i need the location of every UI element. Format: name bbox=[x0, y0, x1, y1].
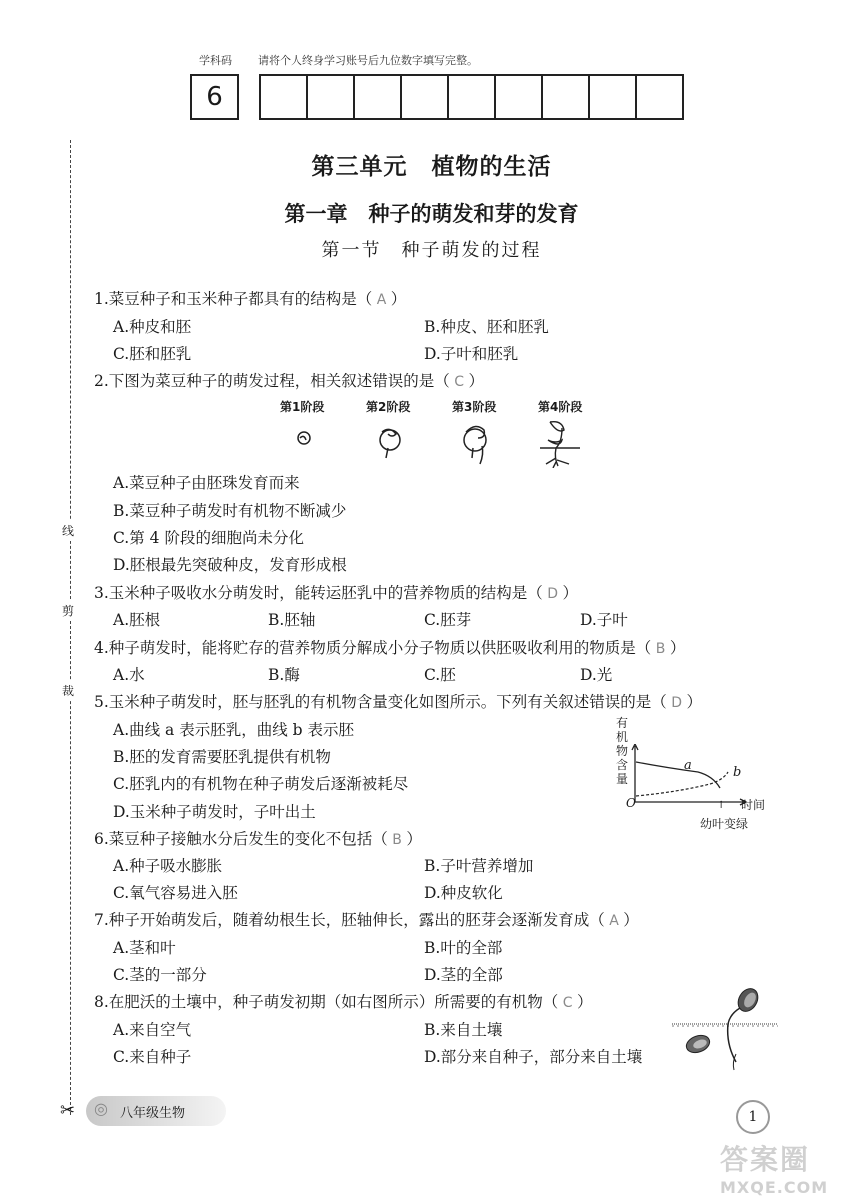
germination-stages-figure bbox=[270, 418, 600, 468]
option: A.种皮和胚 bbox=[113, 318, 192, 336]
answer-mark: B bbox=[392, 832, 402, 848]
option: C.胚 bbox=[424, 666, 456, 684]
curve-b bbox=[636, 772, 728, 796]
option: D.光 bbox=[580, 666, 613, 684]
stage-4-seedling-icon bbox=[540, 422, 580, 468]
answer-mark: D bbox=[671, 695, 683, 711]
option: B.来自土壤 bbox=[424, 1021, 503, 1039]
question-4: 4.种子萌发时，能将贮存的营养物质分解成小分子物质以供胚吸收利用的物质是（ B ） bbox=[94, 639, 686, 657]
account-digit-box[interactable] bbox=[635, 74, 684, 120]
option: B.胚的发育需要胚乳提供有机物 bbox=[113, 748, 331, 766]
stage-1-seed-icon bbox=[298, 432, 310, 444]
up-arrow-icon: ↑ bbox=[717, 800, 726, 811]
cut-word: 剪 bbox=[62, 600, 74, 621]
question-1: 1.菜豆种子和玉米种子都具有的结构是（ A ） bbox=[94, 290, 407, 308]
graph-marker-label: 幼叶变绿 bbox=[700, 817, 749, 831]
watermark: 答案圈 MXQE.COM bbox=[720, 1143, 829, 1197]
option: D.部分来自种子，部分来自土壤 bbox=[424, 1048, 643, 1066]
unit-title: 第三单元 植物的生活 bbox=[311, 154, 552, 180]
answer-mark: D bbox=[547, 586, 559, 602]
option: C.第 4 阶段的细胞尚未分化 bbox=[113, 529, 304, 547]
option: D.子叶 bbox=[580, 611, 628, 629]
cut-word: 线 bbox=[62, 520, 74, 541]
chapter-title: 第一章 种子的萌发和芽的发育 bbox=[284, 202, 579, 226]
option: B.种皮、胚和胚乳 bbox=[424, 318, 549, 336]
curve-a-label: a bbox=[684, 758, 692, 773]
section-title: 第一节 种子萌发的过程 bbox=[321, 240, 542, 261]
footer-book-title: 八年级生物 bbox=[120, 1106, 186, 1121]
option: C.茎的一部分 bbox=[113, 966, 207, 984]
option: C.胚乳内的有机物在种子萌发后逐渐被耗尽 bbox=[113, 775, 409, 793]
question-stem: 2.下图为菜豆种子的萌发过程，相关叙述错误的是（ bbox=[94, 372, 450, 390]
scissors-icon: ✂ bbox=[60, 1100, 76, 1121]
question-3: 3.玉米种子吸收水分萌发时，能转运胚乳中的营养物质的结构是（ D ） bbox=[94, 584, 578, 602]
curve-b-label: b bbox=[733, 765, 742, 780]
question-stem: 6.菜豆种子接触水分后发生的变化不包括（ bbox=[94, 830, 388, 848]
stage-label: 第2阶段 bbox=[366, 400, 411, 414]
option: A.胚根 bbox=[113, 611, 161, 629]
answer-mark: B bbox=[655, 641, 666, 657]
question-7: 7.种子开始萌发后，随着幼根生长，胚轴伸长，露出的胚芽会逐渐发育成（ A ） bbox=[94, 911, 639, 929]
answer-mark: C bbox=[562, 995, 573, 1011]
page-number: 1 bbox=[736, 1100, 770, 1134]
account-digit-box[interactable] bbox=[400, 74, 449, 120]
option: D.胚根最先突破种皮，发育形成根 bbox=[113, 556, 347, 574]
option: C.氧气容易进入胚 bbox=[113, 884, 238, 902]
question-stem: 8.在肥沃的土壤中，种子萌发初期（如右图所示）所需要的有机物（ bbox=[94, 993, 559, 1011]
option: C.胚和胚乳 bbox=[113, 345, 192, 363]
answer-mark: A bbox=[609, 913, 619, 929]
account-digit-box[interactable] bbox=[353, 74, 402, 120]
account-instruction: 请将个人终身学习账号后九位数字填写完整。 bbox=[258, 54, 478, 67]
seedling-in-soil-figure bbox=[670, 984, 780, 1076]
account-digit-box[interactable] bbox=[306, 74, 355, 120]
cut-line bbox=[70, 140, 71, 1115]
stage-label: 第3阶段 bbox=[452, 400, 497, 414]
subject-code-box: 6 bbox=[190, 74, 239, 120]
option: A.茎和叶 bbox=[113, 939, 176, 957]
question-stem: 3.玉米种子吸收水分萌发时，能转运胚乳中的营养物质的结构是（ bbox=[94, 584, 543, 602]
option: D.种皮软化 bbox=[424, 884, 503, 902]
account-digit-box[interactable] bbox=[259, 74, 308, 120]
option: A.水 bbox=[113, 666, 145, 684]
cut-word: 裁 bbox=[62, 680, 74, 701]
question-6: 6.菜豆种子接触水分后发生的变化不包括（ B ） bbox=[94, 830, 422, 848]
option: A.来自空气 bbox=[113, 1021, 192, 1039]
account-digit-box[interactable] bbox=[541, 74, 590, 120]
option: B.酶 bbox=[268, 666, 300, 684]
graph-xlabel: 时间 bbox=[741, 798, 766, 812]
graph-origin: O bbox=[626, 796, 636, 810]
account-digit-box[interactable] bbox=[588, 74, 637, 120]
question-stem: 1.菜豆种子和玉米种子都具有的结构是（ bbox=[94, 290, 373, 308]
stage-label: 第1阶段 bbox=[280, 400, 325, 414]
account-digit-box[interactable] bbox=[494, 74, 543, 120]
subject-code-label: 学科码 bbox=[199, 54, 232, 67]
answer-mark: A bbox=[376, 292, 387, 308]
organic-matter-graph bbox=[628, 744, 748, 806]
code-boxes bbox=[190, 74, 682, 118]
account-digit-box[interactable] bbox=[447, 74, 496, 120]
option: D.玉米种子萌发时，子叶出土 bbox=[113, 803, 316, 821]
option: B.子叶营养增加 bbox=[424, 857, 534, 875]
question-5: 5.玉米种子萌发时，胚与胚乳的有机物含量变化如图所示。下列有关叙述错误的是（ D ） bbox=[94, 693, 702, 711]
graph-ylabel: 有 机 物 含 量 bbox=[615, 716, 628, 786]
question-8: 8.在肥沃的土壤中，种子萌发初期（如右图所示）所需要的有机物（ C ） bbox=[94, 993, 593, 1011]
option: A.种子吸水膨胀 bbox=[113, 857, 223, 875]
question-stem: 4.种子萌发时，能将贮存的营养物质分解成小分子物质以供胚吸收利用的物质是（ bbox=[94, 639, 652, 657]
decor-circle-icon: ◎ bbox=[94, 1099, 108, 1118]
stage-label: 第4阶段 bbox=[538, 400, 583, 414]
option: C.胚芽 bbox=[424, 611, 472, 629]
question-stem: 7.种子开始萌发后，随着幼根生长，胚轴伸长，露出的胚芽会逐渐发育成（ bbox=[94, 911, 605, 929]
option: B.菜豆种子萌发时有机物不断减少 bbox=[113, 502, 347, 520]
option: A.曲线 a 表示胚乳，曲线 b 表示胚 bbox=[113, 721, 354, 739]
option: D.茎的全部 bbox=[424, 966, 503, 984]
option: D.子叶和胚乳 bbox=[424, 345, 519, 363]
question-2: 2.下图为菜豆种子的萌发过程，相关叙述错误的是（ C ） bbox=[94, 372, 484, 390]
option: C.来自种子 bbox=[113, 1048, 192, 1066]
option: B.胚轴 bbox=[268, 611, 316, 629]
question-stem: 5.玉米种子萌发时，胚与胚乳的有机物含量变化如图所示。下列有关叙述错误的是（ bbox=[94, 693, 667, 711]
stage-2-seed-icon bbox=[380, 429, 400, 458]
stage-3-seed-icon bbox=[464, 426, 486, 464]
option: B.叶的全部 bbox=[424, 939, 503, 957]
option: A.菜豆种子由胚珠发育而来 bbox=[113, 474, 300, 492]
answer-mark: C bbox=[454, 374, 465, 390]
